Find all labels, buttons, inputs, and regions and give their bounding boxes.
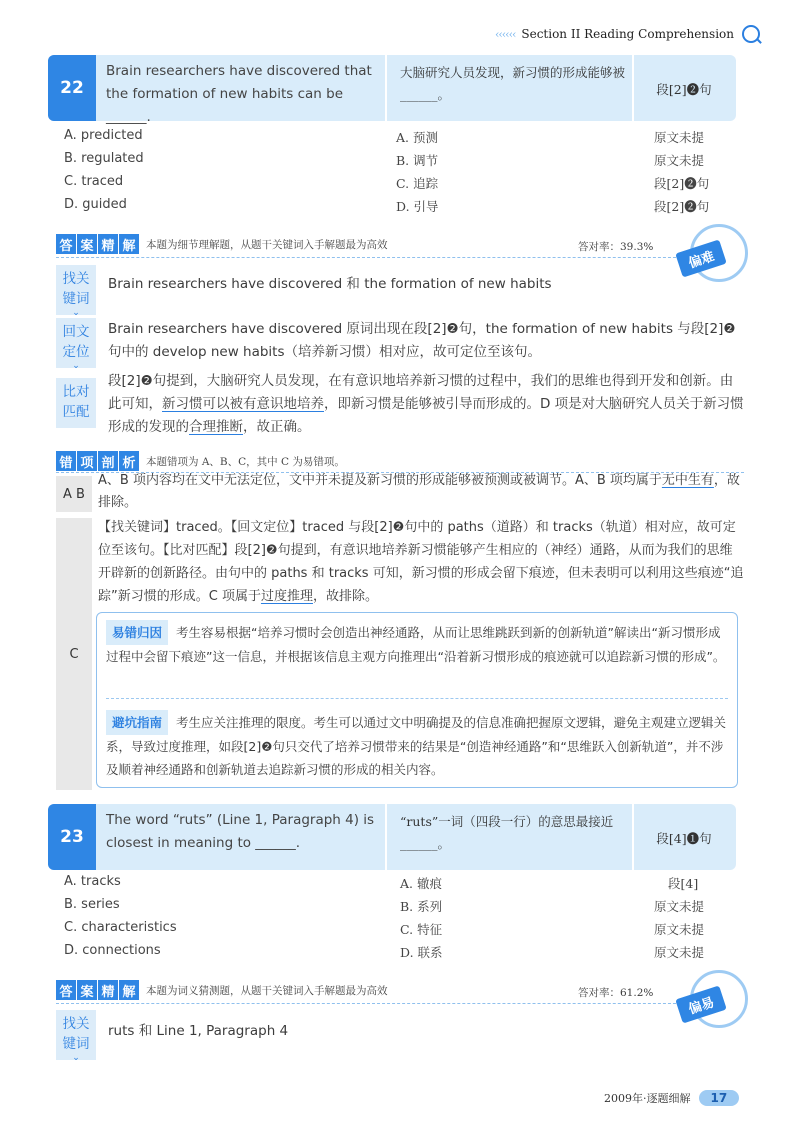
error-note: 本题错项为 A、B、C，其中 C 为易错项。	[146, 455, 345, 468]
option-ab-analysis: A、B 项内容均在文中无法定位，文中并未提及新习惯的形成能够被预测或被调节。A、B 项均属于无中生有，故排除。	[98, 473, 740, 510]
page-footer	[604, 1090, 739, 1106]
question-source-ref: 段[4]❶句	[656, 831, 712, 846]
highlight-phrase: 新习惯可以被有意识地培养	[162, 396, 324, 412]
question-stem-en: The word “ruts” (Line 1, Paragraph 4) is closest in meaning to ______.	[106, 812, 375, 851]
difficulty-label: 偏易	[675, 986, 726, 1024]
running-header	[495, 25, 760, 43]
option-c-cn: C. 特征	[400, 922, 443, 937]
option-a: A. predicted	[64, 128, 143, 143]
magnifier-q-icon	[742, 25, 760, 43]
option-c-analysis: 【找关键词】traced。【回文定位】traced 与段[2]❷句中的 paths（道路）和 tracks（轨道）相对应，故可定位至该句。【比对匹配】段[2]❷句提到，有意识地培养新习惯能够产生相应的（神经）通路，从而为我们的思维开辟新的创新路径。由句中的 paths 和 tracks 可知，新习惯的形成会留下痕迹，但未表明可以利用这些痕迹“追踪”新习惯的形成。C 项属于过度推理，故排除。	[98, 520, 744, 604]
footer-source: 2009年·逐题细解	[604, 1092, 691, 1105]
highlight-phrase: 无中生有	[661, 473, 714, 488]
highlight-phrase: 合理推断	[189, 419, 243, 435]
error-label: 错 项 剖 析	[56, 451, 140, 471]
option-b-cn: B. 调节	[396, 153, 439, 168]
option-d: D. connections	[64, 943, 161, 958]
tip-error-cause: 易错归因 考生容易根据“培养习惯时会创造出神经通路，从而让思维跳跃到新的创新轨道”解读出“新习惯形成过程中会留下痕迹”这一信息，并根据该信息主观方向推理出“沿着新习惯形成的痕迹就可以追踪新习惯的形成”。	[106, 620, 728, 668]
step-text-keywords: ruts 和 Line 1, Paragraph 4	[108, 1023, 289, 1039]
step-text-match: 段[2]❷句提到，大脑研究人员发现，在有意识地培养新习惯的过程中，我们的思维也得到开发和创新。由此可知，新习惯可以被有意识地培养，即新习惯是能够被引导而形成的。D 项是对大脑研究人员关于新习惯形成的发现的合理推断，故正确。	[108, 373, 744, 435]
error-cause-tag: 易错归因	[106, 620, 168, 645]
option-d-correct: D. guided	[64, 197, 127, 212]
divider-line	[56, 1003, 686, 1004]
option-c: C. traced	[64, 174, 124, 189]
divider	[385, 804, 387, 870]
option-ab-label: A B	[56, 476, 92, 512]
answer-note: 本题为词义猜测题，从题干关键词入手解题最为高效	[146, 984, 388, 997]
tip-divider	[106, 698, 728, 699]
section-title: Section II Reading Comprehension	[521, 27, 734, 41]
option-d-ref: 原文未提	[654, 945, 705, 960]
step-label-find-keywords: 找关 键词 ⌄	[56, 265, 96, 315]
error-analysis-heading	[56, 451, 345, 471]
step-label-match: 比对 匹配	[56, 378, 96, 428]
option-a-cn: A. 预测	[396, 130, 438, 145]
answer-heading	[56, 980, 388, 1000]
question-stem-cn: “ruts”一词（四段一行）的意思最接近______。	[400, 814, 614, 851]
option-a-cn: A. 辙痕	[400, 876, 442, 891]
option-c-ref: 原文未提	[654, 922, 705, 937]
answer-note: 本题为细节理解题，从题干关键词入手解题最为高效	[146, 238, 388, 251]
question-stem-cn: 大脑研究人员发现，新习惯的形成能够被______。	[400, 65, 626, 102]
difficulty-label: 偏难	[675, 240, 726, 278]
question-number: 23	[48, 804, 96, 870]
option-d-ref: 段[2]❷句	[654, 199, 710, 214]
option-d-cn: D. 联系	[400, 945, 443, 960]
question-number: 22	[48, 55, 96, 121]
option-a-correct: A. tracks	[64, 874, 121, 889]
step-text-locate: Brain researchers have discovered 原词出现在段[2]❷句，the formation of new habits 与段[2]❷句中的 develop new habits（培养新习惯）相对应，故可定位至该句。	[108, 321, 736, 360]
answer-label: 答 案 精 解	[56, 980, 140, 1000]
option-c: C. characteristics	[64, 920, 177, 935]
accuracy-rate: 答对率：61.2%	[578, 987, 654, 999]
option-c-ref: 段[2]❷句	[654, 176, 710, 191]
option-d-cn: D. 引导	[396, 199, 439, 214]
option-a-ref: 段[4]	[668, 876, 699, 891]
divider	[385, 55, 387, 121]
step-text-keywords: Brain researchers have discovered 和 the formation of new habits	[108, 276, 552, 292]
option-b-ref: 原文未提	[654, 899, 705, 914]
question-source-ref: 段[2]❷句	[656, 82, 712, 97]
highlight-phrase: 过度推理	[260, 589, 313, 604]
option-b: B. regulated	[64, 151, 144, 166]
step-label-find-keywords: 找关 键词 ⌄	[56, 1010, 96, 1060]
answer-heading	[56, 234, 388, 254]
option-b-cn: B. 系列	[400, 899, 443, 914]
question-stem-en: Brain researchers have discovered that the formation of new habits can be ______.	[106, 63, 372, 125]
accuracy-rate: 答对率：39.3%	[578, 241, 654, 253]
step-label-locate: 回文 定位 ⌄	[56, 318, 96, 368]
arrows-decoration: ‹‹‹‹‹‹	[494, 27, 516, 41]
avoid-guide-tag: 避坑指南	[106, 710, 168, 735]
page-number: 17	[699, 1090, 740, 1106]
option-c-label: C	[56, 518, 92, 790]
divider-line	[56, 257, 686, 258]
tip-avoid-guide: 避坑指南 考生应关注推理的限度。考生可以通过文中明确提及的信息准确把握原文逻辑，避免主观建立逻辑关系，导致过度推理，如段[2]❷句只交代了培养习惯带来的结果是“创造神经通路”和“思维跃入创新轨道”，并不涉及顺着神经通路和创新轨道去追踪新习惯的形成的相关内容。	[106, 710, 728, 781]
option-b-ref: 原文未提	[654, 153, 705, 168]
option-c-cn: C. 追踪	[396, 176, 439, 191]
answer-label: 答 案 精 解	[56, 234, 140, 254]
option-a-ref: 原文未提	[654, 130, 705, 145]
option-b: B. series	[64, 897, 120, 912]
